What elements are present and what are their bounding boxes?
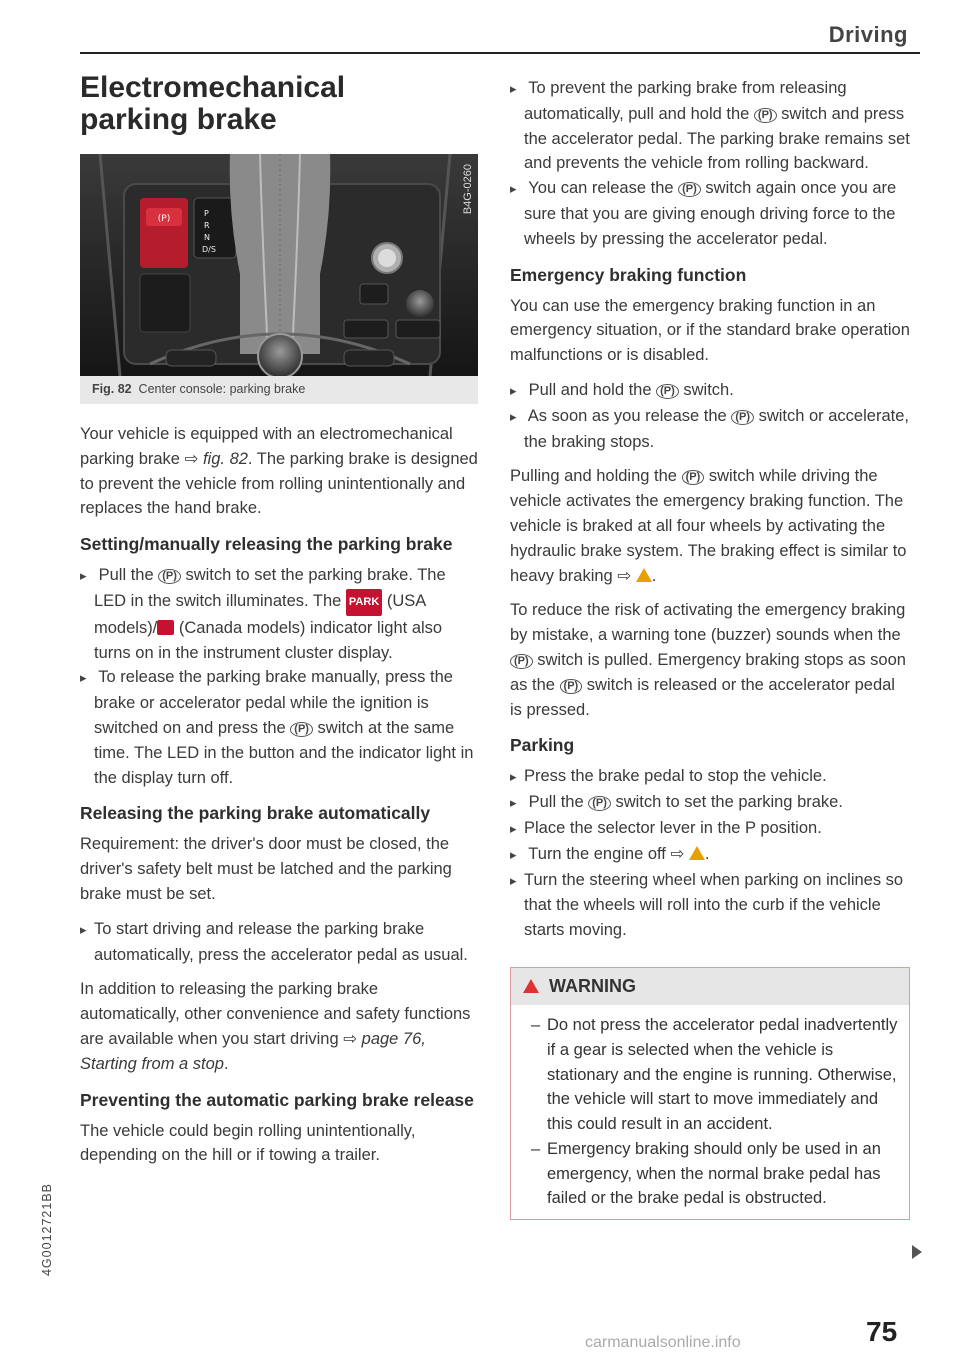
list-item: ▸ Pull and hold the (P) switch. [510, 378, 910, 404]
warning-ref-link[interactable]: ⇨ [670, 845, 704, 863]
page-ref-link[interactable]: ⇨ page 76, Starting from a stop [80, 1029, 426, 1073]
svg-text:P: P [204, 209, 209, 218]
watermark: carmanualsonline.info [585, 1334, 741, 1351]
parking-brake-switch-icon: (P) [731, 410, 754, 425]
header-rule [80, 52, 920, 54]
list-item: ▸ To release the parking brake manually, press the brake or accelerator pedal while the ignition is switched on and press the (P) switch at the same time. The LED in the button and the indicator light in the display turn off. [80, 665, 478, 790]
list-item: ▸ You can release the (P) switch again once you are sure that you are giving enough driving force to the wheels by pressing the accelerator pedal. [510, 176, 910, 251]
prevent-steps [510, 76, 910, 252]
center-console-photo [80, 154, 478, 376]
list-item: ▸ Pull the (P) switch to set the parking brake. [510, 790, 910, 816]
park-indicator-icon: PARK [346, 589, 382, 616]
page-number: 75 [866, 1316, 898, 1347]
prevent-paragraph: The vehicle could begin rolling unintentionally, depending on the hill or if towing a trailer. [80, 1121, 416, 1165]
parking-brake-switch-icon: (P) [678, 182, 701, 197]
svg-text:R: R [204, 221, 210, 230]
warning-triangle-icon [523, 979, 539, 993]
canada-brake-indicator-icon [157, 620, 174, 635]
emergency-steps [510, 378, 910, 454]
warning-list [521, 1013, 899, 1211]
auto-more-paragraph: In addition to releasing the parking brake automatically, other convenience and safety functions are available when you start driving ⇨ page 76, Starting from a stop. [80, 980, 471, 1073]
heading-emergency-braking: Emergency braking function [510, 264, 747, 285]
svg-text:N: N [204, 233, 210, 242]
parking-brake-switch-icon: (P) [510, 654, 533, 669]
parking-brake-switch-icon: (P) [754, 108, 777, 123]
warning-triangle-icon [636, 568, 652, 582]
warning-item: – Emergency braking should only be used in an emergency, when the normal brake pedal has failed or the brake pedal is obstructed. [521, 1137, 899, 1211]
parking-brake-switch-icon: (P) [290, 722, 313, 737]
emergency-detail-paragraph: Pulling and holding the (P) switch while driving the vehicle activates the emergency braking function. The vehicle is braked at all four wheels by activating the hydraulic brake system. The braking effect is similar to heavy braking ⇨ . [510, 467, 907, 585]
list-item: ▸ Turn the steering wheel when parking on inclines so that the wheels will roll into the curb if the vehicle starts moving. [510, 868, 910, 943]
console-illustration [80, 154, 478, 376]
list-item: ▸ Turn the engine off ⇨ . [510, 842, 910, 868]
warning-triangle-icon [689, 846, 705, 860]
parking-brake-switch-icon: (P) [656, 384, 679, 399]
figure-caption: Fig. 82 Center console: parking brake [92, 382, 306, 396]
auto-steps [80, 917, 478, 968]
warning-item: – Do not press the accelerator pedal inadvertently if a gear is selected when the vehicle is stationary and the engine is running. Otherwise, the vehicle will start to move immediately and this could result in an accident. [521, 1013, 899, 1137]
warning-ref-link[interactable]: ⇨ [617, 567, 651, 585]
continue-arrow-icon [912, 1245, 922, 1259]
setting-steps [80, 563, 478, 790]
list-item: ▸ As soon as you release the (P) switch or accelerate, the braking stops. [510, 404, 910, 455]
warning-header: WARNING [511, 968, 909, 1005]
heading-prevent-release: Preventing the automatic parking brake release [80, 1089, 474, 1110]
parking-brake-switch-icon: (P) [588, 796, 611, 811]
list-item: ▸ Place the selector lever in the P position. [510, 816, 910, 842]
heading-auto-release: Releasing the parking brake automatically [80, 803, 431, 824]
parking-brake-switch-icon: (P) [158, 569, 181, 584]
list-item: ▸ To prevent the parking brake from releasing automatically, pull and hold the (P) switch and press the accelerator pedal. The parking brake remains set and prevents the vehicle from rolling backward. [510, 76, 910, 176]
figure-code: B4G-0260 [462, 164, 474, 215]
emergency-buzzer-paragraph: To reduce the risk of activating the emergency braking by mistake, a warning tone (buzzer) sounds when the (P) switch is pulled. Emergency braking stops as soon as the (P) switch is released or the accelerator pedal is pressed. [510, 601, 906, 719]
list-item: ▸ To start driving and release the parking brake automatically, press the accelerator pedal as usual. [80, 917, 478, 968]
list-item: ▸ Pull the (P) switch to set the parking brake. The LED in the switch illuminates. The PARK (USA models)/ (Canada models) indicator light also turns on in the instrument cluster display. [80, 563, 478, 665]
section-title: Driving [828, 22, 908, 47]
emergency-paragraph: You can use the emergency braking function in an emergency situation, or if the standard brake operation malfunctions or is disabled. [510, 296, 910, 365]
list-item: ▸ Press the brake pedal to stop the vehicle. [510, 764, 910, 790]
heading-setting-releasing: Setting/manually releasing the parking brake [80, 534, 453, 555]
intro-paragraph: Your vehicle is equipped with an electromechanical parking brake ⇨ fig. 82. The parking brake is designed to prevent the vehicle from rolling unintentionally and replaces the hand brake. [80, 425, 478, 518]
document-code: 4G0012721BB [40, 1183, 54, 1277]
page-title: Electromechanical parking brake [80, 71, 346, 136]
heading-parking: Parking [510, 735, 575, 756]
left-column [80, 72, 478, 1178]
parking-brake-switch-icon: (P) [682, 470, 705, 485]
right-column [510, 76, 910, 1220]
parking-brake-switch-icon: (P) [560, 679, 583, 694]
auto-requirement: Requirement: the driver's door must be closed, the driver's safety belt must be latched and the parking brake must be set. [80, 835, 452, 903]
parking-steps [510, 764, 910, 943]
figure-82 [80, 154, 478, 404]
warning-box [510, 967, 910, 1220]
fig-ref-link[interactable]: ⇨ fig. 82 [184, 449, 248, 468]
svg-text:D/S: D/S [202, 245, 216, 254]
svg-text:(P): (P) [157, 214, 171, 224]
